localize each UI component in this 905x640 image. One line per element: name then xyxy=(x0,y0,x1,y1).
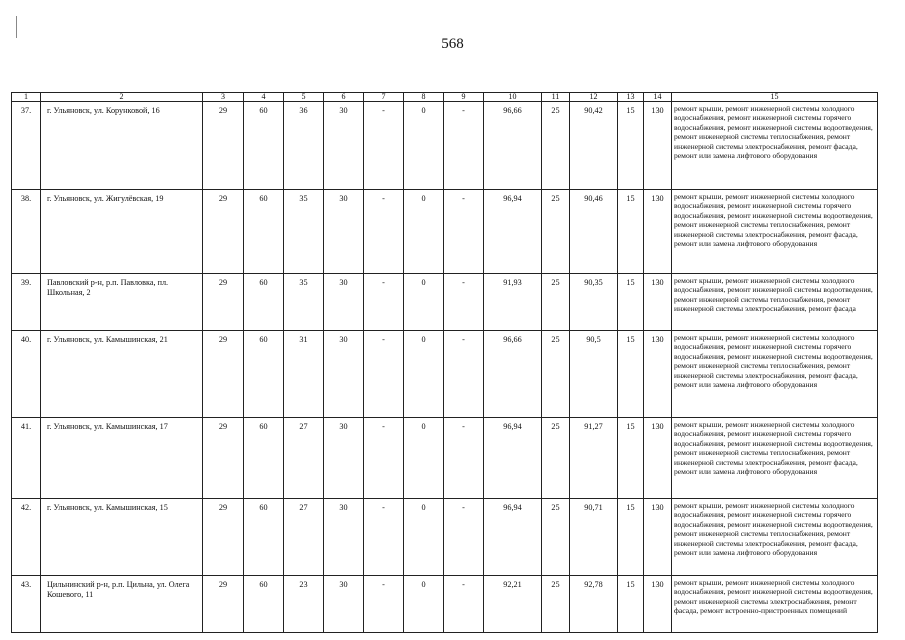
row-number: 41. xyxy=(12,418,41,499)
value-cell: - xyxy=(444,102,484,190)
value-cell: 130 xyxy=(644,499,672,576)
value-cell: 30 xyxy=(324,274,364,331)
col-header: 1 xyxy=(12,93,41,102)
value-cell: 130 xyxy=(644,190,672,274)
value-cell: 36 xyxy=(284,102,324,190)
value-cell: 15 xyxy=(618,190,644,274)
value-cell: 60 xyxy=(244,331,284,418)
value-cell: - xyxy=(364,418,404,499)
col-header: 10 xyxy=(484,93,542,102)
col-header: 2 xyxy=(41,93,203,102)
value-cell: 0 xyxy=(404,331,444,418)
page-edge-mark xyxy=(16,16,17,38)
address-cell: Павловский р-н, р.п. Павловка, пл. Школьная, 2 xyxy=(41,274,203,331)
value-cell: 25 xyxy=(542,499,570,576)
col-header: 9 xyxy=(444,93,484,102)
table-row xyxy=(12,331,878,418)
value-cell: - xyxy=(444,499,484,576)
table-row xyxy=(12,274,878,331)
value-cell: 90,42 xyxy=(570,102,618,190)
value-cell: 92,78 xyxy=(570,576,618,633)
value-cell: 96,66 xyxy=(484,331,542,418)
value-cell: 29 xyxy=(203,418,244,499)
address-cell: г. Ульяновск, ул. Камышинская, 17 xyxy=(41,418,203,499)
value-cell: 30 xyxy=(324,102,364,190)
value-cell: 0 xyxy=(404,418,444,499)
value-cell: 60 xyxy=(244,499,284,576)
value-cell: 90,5 xyxy=(570,331,618,418)
value-cell: - xyxy=(364,331,404,418)
value-cell: 60 xyxy=(244,190,284,274)
value-cell: 91,27 xyxy=(570,418,618,499)
table-row xyxy=(12,102,878,190)
repair-program-table xyxy=(11,92,878,633)
table-row xyxy=(12,576,878,633)
value-cell: 29 xyxy=(203,190,244,274)
value-cell: - xyxy=(444,576,484,633)
row-number: 39. xyxy=(12,274,41,331)
col-header: 12 xyxy=(570,93,618,102)
value-cell: 130 xyxy=(644,102,672,190)
value-cell: 15 xyxy=(618,576,644,633)
page-number: 568 xyxy=(441,36,464,52)
row-number: 37. xyxy=(12,102,41,190)
value-cell: 15 xyxy=(618,102,644,190)
table-row xyxy=(12,499,878,576)
address-cell: г. Ульяновск, ул. Жигулёвская, 19 xyxy=(41,190,203,274)
col-header: 3 xyxy=(203,93,244,102)
row-number: 40. xyxy=(12,331,41,418)
value-cell: 29 xyxy=(203,576,244,633)
value-cell: 91,93 xyxy=(484,274,542,331)
value-cell: 60 xyxy=(244,102,284,190)
value-cell: 15 xyxy=(618,331,644,418)
works-list-cell: ремонт крыши, ремонт инженерной системы холодного водоснабжения, ремонт инженерной системы горячего водоснабжения, ремонт инженерной системы водоотведения, ремонт инженерной системы теплоснабжения, ремонт инженерной системы электроснабжения, ремонт фасада, ремонт или замена лифтового оборудования xyxy=(672,102,878,190)
value-cell: 27 xyxy=(284,499,324,576)
value-cell: 60 xyxy=(244,274,284,331)
address-cell: г. Ульяновск, ул. Камышинская, 21 xyxy=(41,331,203,418)
value-cell: - xyxy=(364,499,404,576)
value-cell: 130 xyxy=(644,274,672,331)
value-cell: 96,66 xyxy=(484,102,542,190)
table-row xyxy=(12,190,878,274)
value-cell: 0 xyxy=(404,576,444,633)
value-cell: 96,94 xyxy=(484,190,542,274)
value-cell: 30 xyxy=(324,499,364,576)
value-cell: 96,94 xyxy=(484,499,542,576)
value-cell: 90,35 xyxy=(570,274,618,331)
works-list-cell: ремонт крыши, ремонт инженерной системы холодного водоснабжения, ремонт инженерной системы горячего водоснабжения, ремонт инженерной системы водоотведения, ремонт инженерной системы теплоснабжения, ремонт инженерной системы электроснабжения, ремонт фасада, ремонт или замена лифтового оборудования xyxy=(672,499,878,576)
value-cell: 35 xyxy=(284,274,324,331)
row-number: 42. xyxy=(12,499,41,576)
value-cell: 29 xyxy=(203,274,244,331)
value-cell: 130 xyxy=(644,331,672,418)
address-cell: г. Ульяновск, ул. Корунковой, 16 xyxy=(41,102,203,190)
col-header: 4 xyxy=(244,93,284,102)
value-cell: 29 xyxy=(203,499,244,576)
value-cell: 29 xyxy=(203,331,244,418)
value-cell: 25 xyxy=(542,576,570,633)
value-cell: 92,21 xyxy=(484,576,542,633)
address-cell: г. Ульяновск, ул. Камышинская, 15 xyxy=(41,499,203,576)
value-cell: - xyxy=(364,102,404,190)
value-cell: 25 xyxy=(542,331,570,418)
works-list-cell: ремонт крыши, ремонт инженерной системы холодного водоснабжения, ремонт инженерной системы водоотведения, ремонт инженерной системы электроснабжения, ремонт фасада, ремонт встроенно-пристроенных помещений xyxy=(672,576,878,633)
value-cell: 30 xyxy=(324,576,364,633)
value-cell: - xyxy=(444,331,484,418)
value-cell: 30 xyxy=(324,418,364,499)
address-cell: Цильнинский р-н, р.п. Цильна, ул. Олега Кошевого, 11 xyxy=(41,576,203,633)
value-cell: 96,94 xyxy=(484,418,542,499)
works-list-cell: ремонт крыши, ремонт инженерной системы холодного водоснабжения, ремонт инженерной системы водоотведения, ремонт инженерной системы теплоснабжения, ремонт инженерной системы электроснабжения, ремонт фасада xyxy=(672,274,878,331)
value-cell: - xyxy=(444,190,484,274)
col-header: 15 xyxy=(672,93,878,102)
value-cell: - xyxy=(364,576,404,633)
value-cell: 23 xyxy=(284,576,324,633)
col-header: 5 xyxy=(284,93,324,102)
value-cell: 60 xyxy=(244,418,284,499)
value-cell: 15 xyxy=(618,274,644,331)
value-cell: 27 xyxy=(284,418,324,499)
value-cell: 90,46 xyxy=(570,190,618,274)
value-cell: 25 xyxy=(542,190,570,274)
value-cell: 25 xyxy=(542,418,570,499)
value-cell: 25 xyxy=(542,274,570,331)
col-header: 7 xyxy=(364,93,404,102)
value-cell: 31 xyxy=(284,331,324,418)
works-list-cell: ремонт крыши, ремонт инженерной системы холодного водоснабжения, ремонт инженерной системы горячего водоснабжения, ремонт инженерной системы водоотведения, ремонт инженерной системы теплоснабжения, ремонт инженерной системы электроснабжения, ремонт фасада, ремонт или замена лифтового оборудования xyxy=(672,190,878,274)
col-header: 8 xyxy=(404,93,444,102)
value-cell: - xyxy=(364,274,404,331)
value-cell: 0 xyxy=(404,102,444,190)
value-cell: 130 xyxy=(644,418,672,499)
value-cell: - xyxy=(364,190,404,274)
value-cell: 90,71 xyxy=(570,499,618,576)
value-cell: 29 xyxy=(203,102,244,190)
value-cell: - xyxy=(444,274,484,331)
row-number: 38. xyxy=(12,190,41,274)
col-header: 6 xyxy=(324,93,364,102)
value-cell: 30 xyxy=(324,331,364,418)
value-cell: 130 xyxy=(644,576,672,633)
value-cell: 0 xyxy=(404,499,444,576)
col-header: 14 xyxy=(644,93,672,102)
value-cell: 0 xyxy=(404,190,444,274)
table-row xyxy=(12,418,878,499)
works-list-cell: ремонт крыши, ремонт инженерной системы холодного водоснабжения, ремонт инженерной системы горячего водоснабжения, ремонт инженерной системы водоотведения, ремонт инженерной системы теплоснабжения, ремонт инженерной системы электроснабжения, ремонт фасада, ремонт или замена лифтового оборудования xyxy=(672,331,878,418)
col-header: 13 xyxy=(618,93,644,102)
value-cell: 35 xyxy=(284,190,324,274)
value-cell: 15 xyxy=(618,499,644,576)
column-number-header xyxy=(12,93,878,102)
value-cell: 25 xyxy=(542,102,570,190)
value-cell: 0 xyxy=(404,274,444,331)
value-cell: 60 xyxy=(244,576,284,633)
row-number: 43. xyxy=(12,576,41,633)
col-header: 11 xyxy=(542,93,570,102)
value-cell: - xyxy=(444,418,484,499)
value-cell: 15 xyxy=(618,418,644,499)
value-cell: 30 xyxy=(324,190,364,274)
works-list-cell: ремонт крыши, ремонт инженерной системы холодного водоснабжения, ремонт инженерной системы горячего водоснабжения, ремонт инженерной системы водоотведения, ремонт инженерной системы теплоснабжения, ремонт инженерной системы электроснабжения, ремонт фасада, ремонт или замена лифтового оборудования xyxy=(672,418,878,499)
